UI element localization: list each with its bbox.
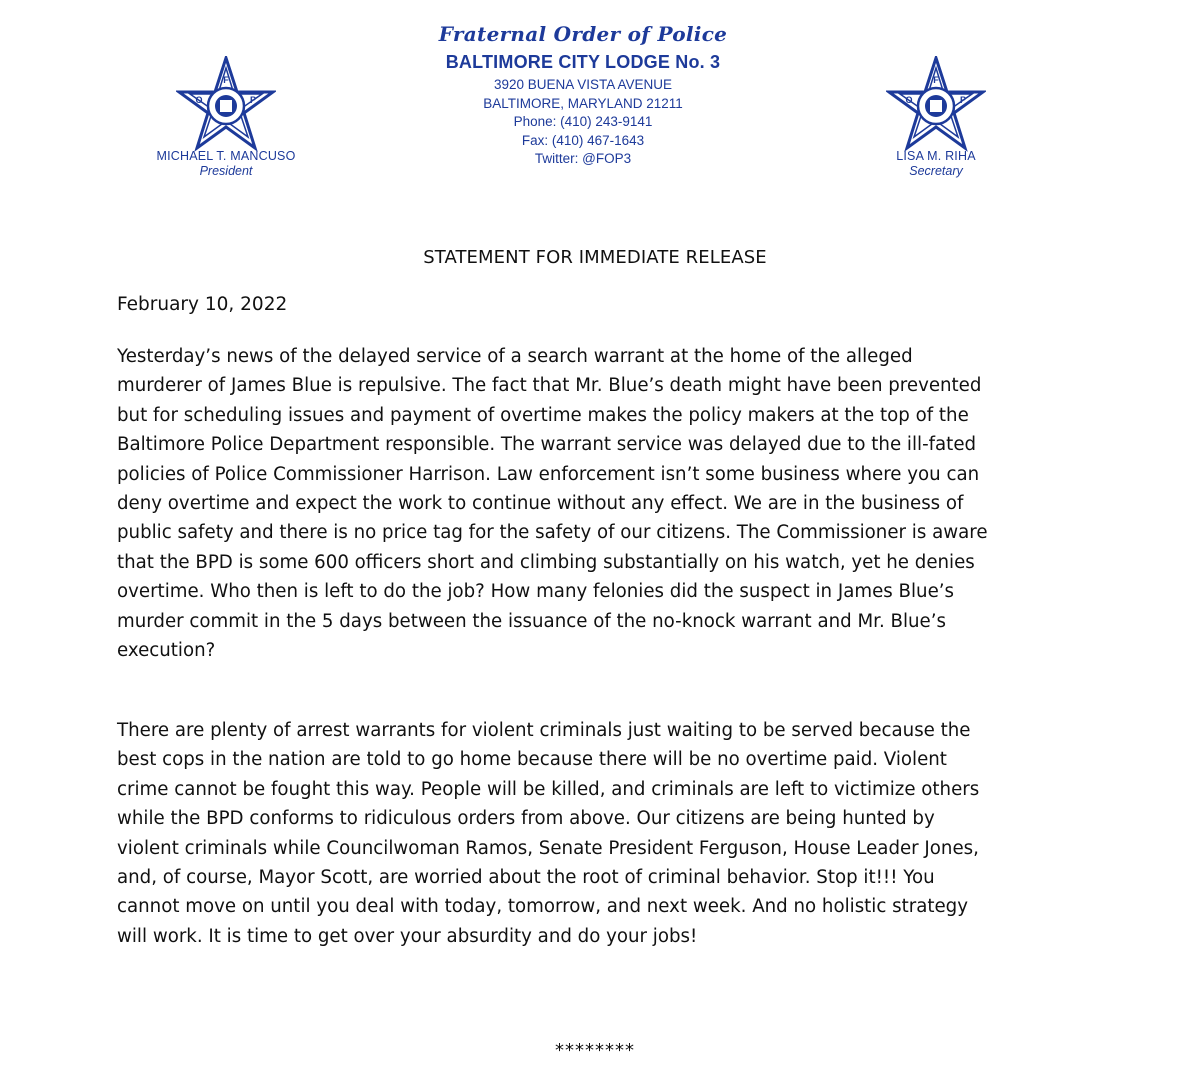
secretary-role: Secretary [909, 164, 963, 178]
address-street: 3920 BUENA VISTA AVENUE [493, 77, 673, 92]
paragraph-line: cannot move on until you deal with today, tomorrow, and next week. And no holistic strategy [117, 896, 968, 918]
paragraph-line: policies of Police Commissioner Harrison. Law enforcement isn’t some business where you can [117, 463, 980, 485]
statement-paragraph-1 [117, 342, 1077, 665]
president-block [116, 149, 336, 179]
paragraph-line: but for scheduling issues and payment of overtime makes the policy makers at the top of the [117, 404, 969, 426]
paragraph-line: murderer of James Blue is repulsive. The fact that Mr. Blue’s death might have been prevented [117, 375, 982, 397]
statement-date: February 10, 2022 [117, 294, 288, 315]
paragraph-line: that the BPD is some 600 officers short and climbing substantially on his watch, yet he denies [117, 551, 975, 573]
org-title: Fraternal Order of Police [438, 22, 728, 46]
statement-headline: STATEMENT FOR IMMEDIATE RELEASE [423, 247, 767, 268]
paragraph-line: murder commit in the 5 days between the issuance of the no-knock warrant and Mr. Blue’s [117, 610, 947, 632]
paragraph-line: overtime. Who then is left to do the job? How many felonies did the suspect in James Blue’s [117, 581, 955, 603]
svg-text:P: P [959, 95, 967, 105]
paragraph-line: There are plenty of arrest warrants for violent criminals just waiting to be served because the [117, 720, 971, 741]
paragraph-line: public safety and there is no price tag for the safety of our citizens. The Commissioner is aware [117, 522, 988, 544]
paragraph-line: will work. It is time to get over your absurdity and do your jobs! [117, 925, 698, 947]
fax-number: Fax: (410) 467-1643 [521, 132, 645, 148]
svg-text:P: P [249, 95, 257, 105]
paragraph-line: Baltimore Police Department responsible. The warrant service was delayed due to the ill-fated [117, 434, 977, 456]
paragraph-line: Yesterday’s news of the delayed service of a search warrant at the home of the alleged [117, 346, 913, 367]
twitter-handle: Twitter: @FOP3 [534, 151, 632, 166]
paragraph-line: execution? [117, 640, 216, 662]
paragraph-line: violent criminals while Councilwoman Ramos, Senate President Ferguson, House Leader Jones, [117, 837, 979, 859]
phone-number: Phone: (410) 243-9141 [513, 114, 653, 129]
paragraph-line: deny overtime and expect the work to continue without any effect. We are in the business of [117, 493, 964, 515]
end-of-release-mark: ******** [555, 1040, 635, 1061]
president-name: MICHAEL T. MANCUSO [156, 149, 296, 163]
svg-text:O: O [195, 95, 203, 105]
paragraph-line: while the BPD conforms to ridiculous orders from above. Our citizens are being hunted by [117, 808, 935, 830]
secretary-block [826, 149, 1046, 179]
svg-text:F: F [933, 75, 939, 85]
svg-text:O: O [905, 95, 913, 105]
address-city: BALTIMORE, MARYLAND 21211 [483, 95, 683, 111]
statement-paragraph-2 [117, 716, 1077, 951]
paragraph-line: best cops in the nation are told to go home because there will be no overtime paid. Violent [117, 749, 947, 771]
svg-text:F: F [223, 75, 229, 85]
secretary-name: LISA M. RIHA [896, 149, 976, 163]
president-role: President [199, 164, 253, 178]
paragraph-line: crime cannot be fought this way. People will be killed, and criminals are left to victimize others [117, 778, 980, 800]
paragraph-line: and, of course, Mayor Scott, are worried about the root of criminal behavior. Stop it!!! You [117, 867, 935, 889]
lodge-name: BALTIMORE CITY LODGE No. 3 [445, 52, 721, 72]
